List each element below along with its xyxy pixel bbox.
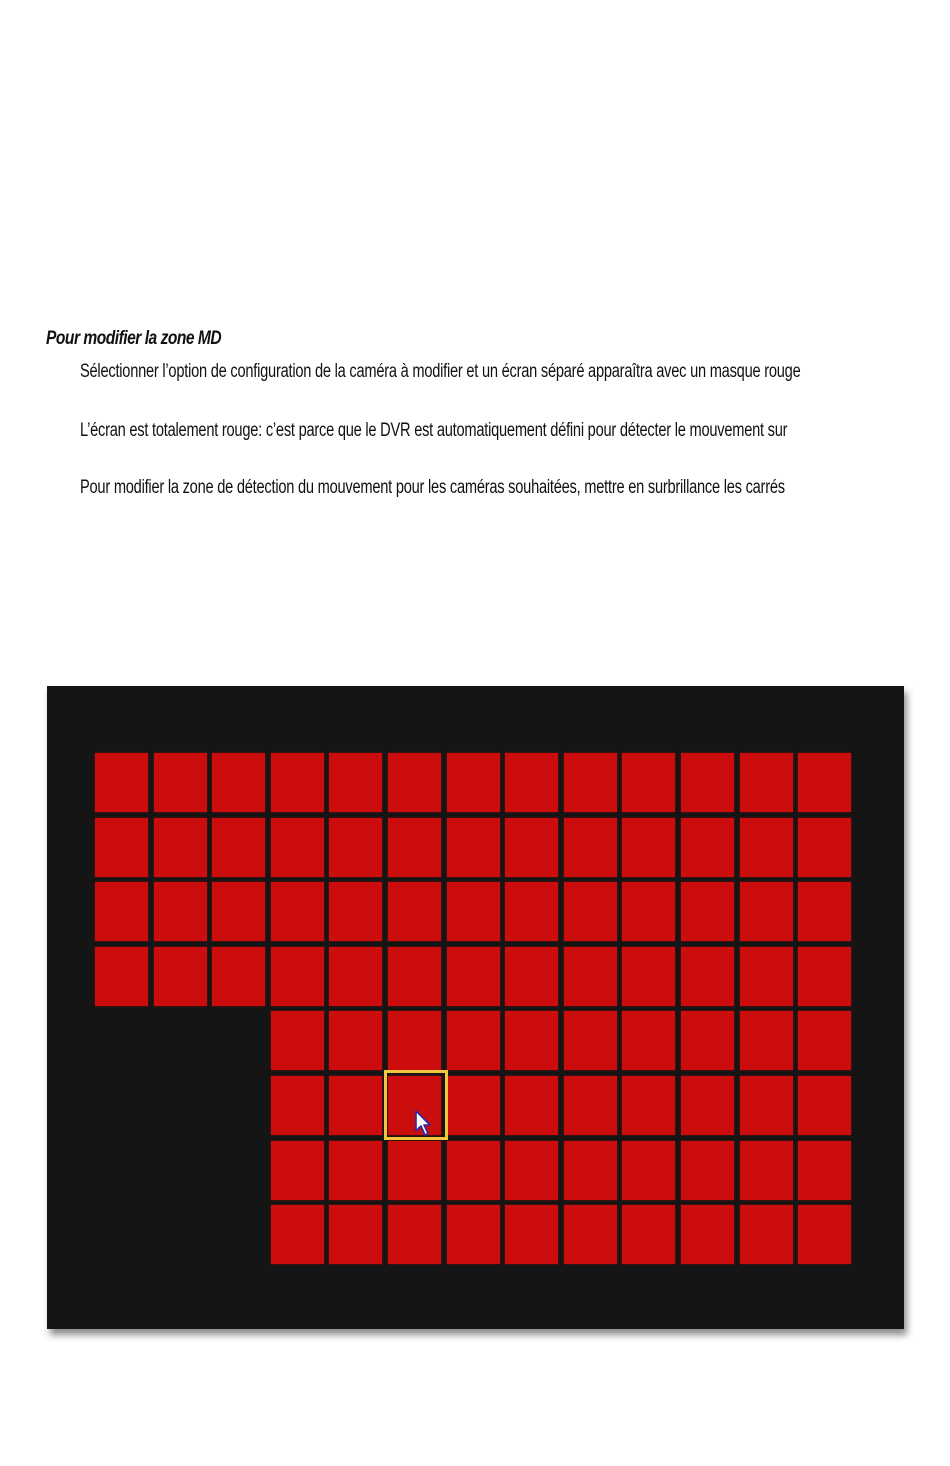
grid-cell[interactable] xyxy=(505,1011,558,1070)
grid-cell[interactable] xyxy=(212,818,265,877)
mouse-pointer-icon xyxy=(414,1110,432,1136)
grid-cell[interactable] xyxy=(798,1205,851,1264)
grid-cell[interactable] xyxy=(271,753,324,812)
grid-cell[interactable] xyxy=(447,1076,500,1135)
grid-cell[interactable] xyxy=(681,818,734,877)
grid-cell[interactable] xyxy=(564,1205,617,1264)
grid-cell[interactable] xyxy=(271,947,324,1006)
grid-cell[interactable] xyxy=(271,1205,324,1264)
grid-cell[interactable] xyxy=(271,882,324,941)
motion-detection-grid[interactable] xyxy=(91,750,858,1268)
grid-cell[interactable] xyxy=(622,818,675,877)
grid-cell[interactable] xyxy=(798,947,851,1006)
grid-cell[interactable] xyxy=(447,1141,500,1200)
grid-cell[interactable] xyxy=(622,947,675,1006)
grid-cell[interactable] xyxy=(505,1141,558,1200)
grid-cell[interactable] xyxy=(505,947,558,1006)
grid-cell[interactable] xyxy=(95,882,148,941)
grid-cell[interactable] xyxy=(622,753,675,812)
grid-cell[interactable] xyxy=(681,1076,734,1135)
grid-cell[interactable] xyxy=(447,818,500,877)
grid-cell[interactable] xyxy=(740,1011,793,1070)
grid-cell[interactable] xyxy=(798,1076,851,1135)
grid-cell[interactable] xyxy=(564,818,617,877)
grid-cell[interactable] xyxy=(329,882,382,941)
paragraph-3: Pour modifier la zone de détection du mouvement pour les caméras souhaitées, mettre en surbrillance les carrés xyxy=(80,477,785,498)
section-title: Pour modifier la zone MD xyxy=(46,328,222,349)
grid-cell[interactable] xyxy=(329,1011,382,1070)
grid-cell[interactable] xyxy=(95,818,148,877)
grid-cell[interactable] xyxy=(388,1011,441,1070)
grid-cell[interactable] xyxy=(740,753,793,812)
grid-cell[interactable] xyxy=(329,947,382,1006)
grid-cell[interactable] xyxy=(564,1141,617,1200)
grid-cell[interactable] xyxy=(447,882,500,941)
grid-cell[interactable] xyxy=(154,947,207,1006)
grid-cell[interactable] xyxy=(681,1141,734,1200)
grid-cell[interactable] xyxy=(740,882,793,941)
grid-cell[interactable] xyxy=(212,882,265,941)
grid-cell[interactable] xyxy=(329,1141,382,1200)
grid-cell[interactable] xyxy=(388,947,441,1006)
grid-cell[interactable] xyxy=(564,1076,617,1135)
grid-cell[interactable] xyxy=(505,753,558,812)
grid-cell[interactable] xyxy=(388,1205,441,1264)
grid-cell[interactable] xyxy=(622,1076,675,1135)
grid-cell[interactable] xyxy=(447,1011,500,1070)
paragraph-1: Sélectionner l’option de configuration de la caméra à modifier et un écran séparé apparaîtra avec un masque rouge xyxy=(80,361,801,382)
grid-cell[interactable] xyxy=(154,818,207,877)
grid-cell[interactable] xyxy=(564,947,617,1006)
paragraph-2: L’écran est totalement rouge: c’est parce que le DVR est automatiquement défini pour détecter le mouvement sur xyxy=(80,420,788,441)
grid-cell[interactable] xyxy=(505,882,558,941)
grid-cell[interactable] xyxy=(388,818,441,877)
grid-cell[interactable] xyxy=(388,1141,441,1200)
grid-cell[interactable] xyxy=(622,882,675,941)
grid-cell[interactable] xyxy=(622,1141,675,1200)
grid-cell[interactable] xyxy=(681,753,734,812)
grid-cell[interactable] xyxy=(740,818,793,877)
grid-cell[interactable] xyxy=(388,882,441,941)
grid-cell[interactable] xyxy=(681,1011,734,1070)
grid-cell[interactable] xyxy=(505,1205,558,1264)
grid-cell[interactable] xyxy=(564,882,617,941)
grid-cell[interactable] xyxy=(212,947,265,1006)
grid-cell[interactable] xyxy=(329,753,382,812)
grid-cell[interactable] xyxy=(271,818,324,877)
grid-cell[interactable] xyxy=(388,753,441,812)
grid-cell[interactable] xyxy=(329,1205,382,1264)
grid-cell[interactable] xyxy=(564,753,617,812)
grid-cell[interactable] xyxy=(740,947,793,1006)
grid-cell[interactable] xyxy=(447,1205,500,1264)
grid-cell[interactable] xyxy=(95,753,148,812)
grid-cell[interactable] xyxy=(740,1141,793,1200)
grid-cell[interactable] xyxy=(271,1011,324,1070)
grid-cell[interactable] xyxy=(95,947,148,1006)
grid-cell[interactable] xyxy=(622,1205,675,1264)
grid-cell[interactable] xyxy=(271,1076,324,1135)
grid-cell[interactable] xyxy=(622,1011,675,1070)
grid-cell[interactable] xyxy=(329,818,382,877)
grid-cell[interactable] xyxy=(154,882,207,941)
grid-cell[interactable] xyxy=(447,947,500,1006)
grid-cell[interactable] xyxy=(798,1011,851,1070)
grid-cell[interactable] xyxy=(681,882,734,941)
grid-cell[interactable] xyxy=(798,1141,851,1200)
grid-cell[interactable] xyxy=(154,753,207,812)
grid-cell[interactable] xyxy=(564,1011,617,1070)
grid-cell[interactable] xyxy=(740,1076,793,1135)
grid-cell[interactable] xyxy=(681,947,734,1006)
grid-cell[interactable] xyxy=(740,1205,793,1264)
grid-cell[interactable] xyxy=(798,818,851,877)
grid-cell[interactable] xyxy=(505,818,558,877)
grid-cell[interactable] xyxy=(447,753,500,812)
grid-cell[interactable] xyxy=(798,882,851,941)
grid-cell[interactable] xyxy=(329,1076,382,1135)
grid-cell[interactable] xyxy=(212,753,265,812)
grid-cell[interactable] xyxy=(271,1141,324,1200)
grid-cell[interactable] xyxy=(681,1205,734,1264)
grid-cell[interactable] xyxy=(798,753,851,812)
grid-cell[interactable] xyxy=(505,1076,558,1135)
